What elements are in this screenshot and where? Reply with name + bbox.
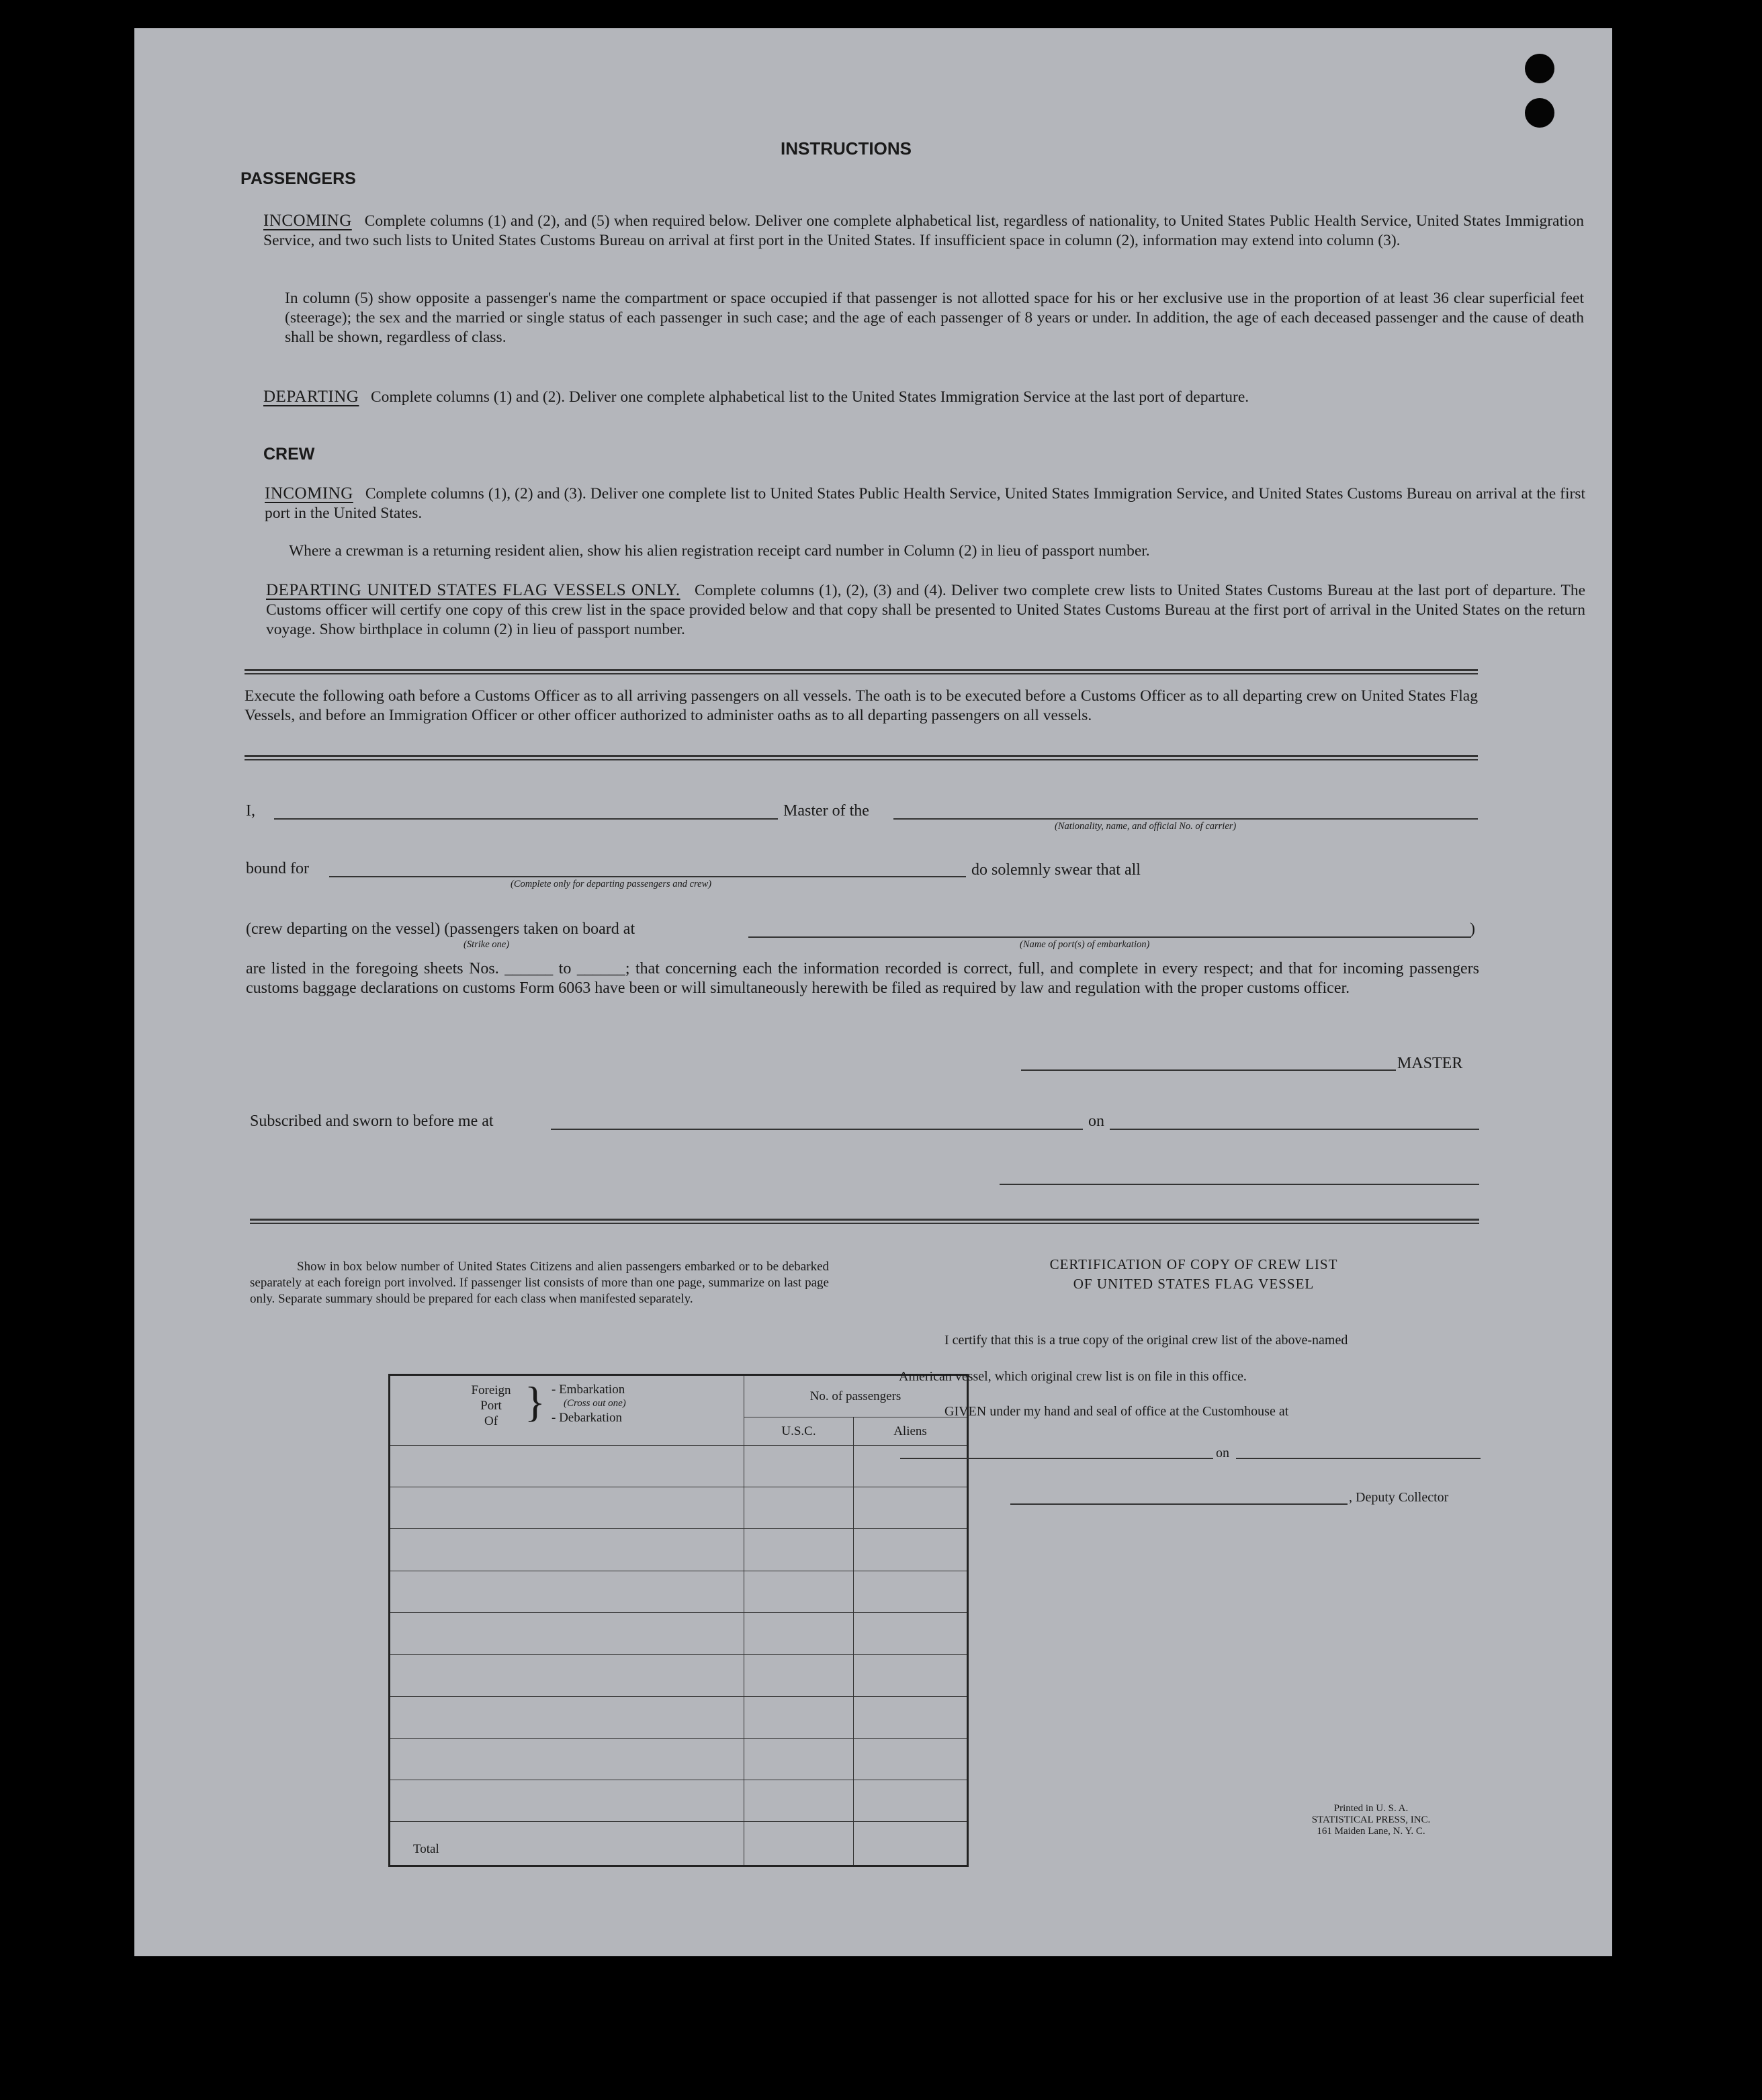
printer-stamp [1280,1803,1462,1837]
printer-line1: Printed in U. S. A. [1333,1803,1409,1814]
master-name-field[interactable] [274,818,778,820]
aliens-cell[interactable] [854,1780,968,1822]
passenger-summary-table [388,1374,969,1867]
master-label: MASTER [1397,1055,1463,1072]
carrier-caption: (Nationality, name, and official No. of carrier) [1055,821,1237,832]
usc-cell[interactable] [744,1738,854,1780]
foreign-port-header [390,1375,744,1446]
certify-text: I certify that this is a true copy of the original crew list of the above-named [944,1333,1348,1348]
aliens-cell[interactable] [854,1529,968,1571]
port-cell[interactable] [390,1487,744,1529]
deputy-label: , Deputy Collector [1349,1490,1449,1505]
departing-flag-block [266,580,1585,640]
aliens-cell[interactable] [854,1613,968,1655]
port-cell[interactable] [390,1529,744,1571]
usc-header: U.S.C. [744,1417,854,1446]
port-caption: (Name of port(s) of embarkation) [1020,939,1150,950]
punch-hole [1525,98,1554,128]
strike-one-caption: (Strike one) [464,939,510,950]
usc-cell[interactable] [744,1780,854,1822]
usc-cell[interactable] [744,1613,854,1655]
bound-for-field[interactable] [329,876,966,877]
printer-line3: 161 Maiden Lane, N. Y. C. [1317,1826,1425,1837]
certification-title-line1: CERTIFICATION OF COPY OF CREW LIST [1049,1256,1338,1272]
usc-cell[interactable] [744,1445,854,1487]
close-paren: ) [1470,920,1475,938]
port-cell[interactable] [390,1571,744,1612]
total-aliens-cell[interactable] [854,1822,968,1866]
master-signature-field[interactable] [1021,1069,1396,1071]
sworn-place-field[interactable] [551,1129,1083,1130]
aliens-cell[interactable] [854,1655,968,1696]
subscribed-text: Subscribed and sworn to before me at [250,1112,494,1130]
crew-incoming-label: INCOMING [265,484,353,502]
oath-intro: Execute the following oath before a Customs Officer as to all arriving passengers on all vessels. The oath is to be executed before a Customs Officer as to all departing crew on United States Flag Vessels, and before an Immigration Officer or other officer authorized to administer oaths as to all departing passengers on all vessels. [245,687,1478,724]
incoming-text: Complete columns (1) and (2), and (5) when required below. Deliver one complete alphabetical list, regardless of nationality, to United States Public Health Service, United States Immigration Service, and two such lists to United States Customs Bureau on arrival at first port in the United States. If insufficient space in column (2), information may extend into column (3). [263,212,1585,249]
punch-hole [1525,54,1554,83]
double-rule [245,755,1478,760]
cross-out-label: (Cross out one) [564,1398,626,1409]
listed-paragraph: are listed in the foregoing sheets Nos. ______ to ______; that concerning each the information recorded is correct, full, and complete in every respect; and that for incoming passengers customs baggage declarations on customs Form 6063 have been or will simultaneously herewith be filed as required by law and regulation with the proper customs officer. [246,960,1479,997]
crew-incoming-block [265,484,1585,523]
port-cell[interactable] [390,1613,744,1655]
deputy-signature-field[interactable] [1010,1503,1348,1505]
customhouse-field[interactable] [900,1458,1213,1459]
summary-instructions: Show in box below number of United States Citizens and alien passengers embarked or to be debarked separately at each foreign port involved. If passenger list consists of more than one page, summarize on last page only. Separate summary should be prepared for each class when manifested separately. [250,1260,829,1306]
departing-label: DEPARTING [263,388,359,406]
departing-flag-text: Complete columns (1), (2), (3) and (4). Deliver two complete crew lists to United States Customs Bureau at the last port of departure. The Customs officer will certify one copy of this crew list in the space provided below and that copy shall be presented to United States Customs Bureau at the first port of arrival in the United States on the return voyage. Show birthplace in column (2) in lieu of passport number. [266,582,1586,638]
passengers-heading: PASSENGERS [240,169,356,188]
total-usc-cell[interactable] [744,1822,854,1866]
double-rule [245,669,1478,674]
cert-on-label: on [1216,1446,1229,1460]
crew-departing-text: (crew departing on the vessel) (passengers taken on board at [246,920,635,938]
crew-incoming-text: Complete columns (1), (2) and (3). Deliver one complete list to United States Public Health Service, United States Immigration Service, and United States Customs Bureau on arrival at the first port in the United States. [265,485,1585,522]
no-passengers-header: No. of passengers [744,1375,968,1417]
port-cell[interactable] [390,1780,744,1822]
printer-line2: STATISTICAL PRESS, INC. [1311,1814,1431,1825]
certification-title-line2: OF UNITED STATES FLAG VESSEL [1073,1276,1315,1292]
usc-cell[interactable] [744,1571,854,1612]
officer-signature-field[interactable] [1000,1184,1479,1185]
passengers-incoming-block [263,211,1584,251]
double-rule [250,1219,1479,1224]
column5-paragraph: In column (5) show opposite a passenger's name the compartment or space occupied if that passenger is not allotted space for his or her exclusive use in the proportion of at least 36 clear superficial feet (steerage); the sex and the married or single status of each passenger in such case; and the age of each passenger of 8 years or under. In addition, the age of each deceased passenger and the cause of death shall be shown, regardless of class. [285,290,1584,346]
departing-text: Complete columns (1) and (2). Deliver one complete alphabetical list to the United States Immigration Service at the last port of departure. [371,388,1249,406]
oath-i-label: I, [246,802,255,820]
debarkation-label: - Debarkation [552,1411,622,1425]
port-cell[interactable] [390,1445,744,1487]
port-field[interactable] [748,936,1471,938]
solemnly-text: do solemnly swear that all [971,861,1141,879]
crewman-paragraph: Where a crewman is a returning resident alien, show his alien registration receipt card number in Column (2) in lieu of passport number. [289,542,1150,560]
vessel-text: American vessel, which original crew list is on file in this office. [899,1369,1247,1384]
aliens-cell[interactable] [854,1738,968,1780]
incoming-label: INCOMING [263,212,352,230]
given-text: GIVEN under my hand and seal of office at the Customhouse at [944,1404,1289,1419]
port-cell[interactable] [390,1738,744,1780]
aliens-header: Aliens [854,1417,968,1446]
port-cell[interactable] [390,1696,744,1738]
aliens-cell[interactable] [854,1487,968,1529]
aliens-cell[interactable] [854,1445,968,1487]
usc-cell[interactable] [744,1487,854,1529]
passengers-departing-block [263,387,1584,407]
aliens-cell[interactable] [854,1571,968,1612]
usc-cell[interactable] [744,1655,854,1696]
certification-title [1005,1255,1382,1294]
crew-heading: CREW [263,445,315,464]
port-cell[interactable] [390,1655,744,1696]
carrier-field[interactable] [893,818,1478,820]
port-label: Port [480,1399,502,1413]
usc-cell[interactable] [744,1529,854,1571]
brace-glyph: } [525,1378,545,1426]
departing-flag-label: DEPARTING UNITED STATES FLAG VESSELS ONLY. [266,581,680,599]
form-sheet [134,28,1612,1956]
of-label: Of [484,1414,498,1428]
bound-for-caption: (Complete only for departing passengers and crew) [511,879,712,889]
total-label: Total [390,1822,744,1866]
bound-for-label: bound for [246,860,309,877]
instructions-title: INSTRUCTIONS [781,138,912,159]
embarkation-label: - Embarkation [552,1383,625,1397]
aliens-cell[interactable] [854,1696,968,1738]
on-label: on [1088,1112,1104,1130]
usc-cell[interactable] [744,1696,854,1738]
cert-date-field[interactable] [1236,1458,1481,1459]
foreign-label: Foreign [471,1383,511,1397]
master-of-label: Master of the [783,802,869,820]
sworn-date-field[interactable] [1110,1129,1479,1130]
